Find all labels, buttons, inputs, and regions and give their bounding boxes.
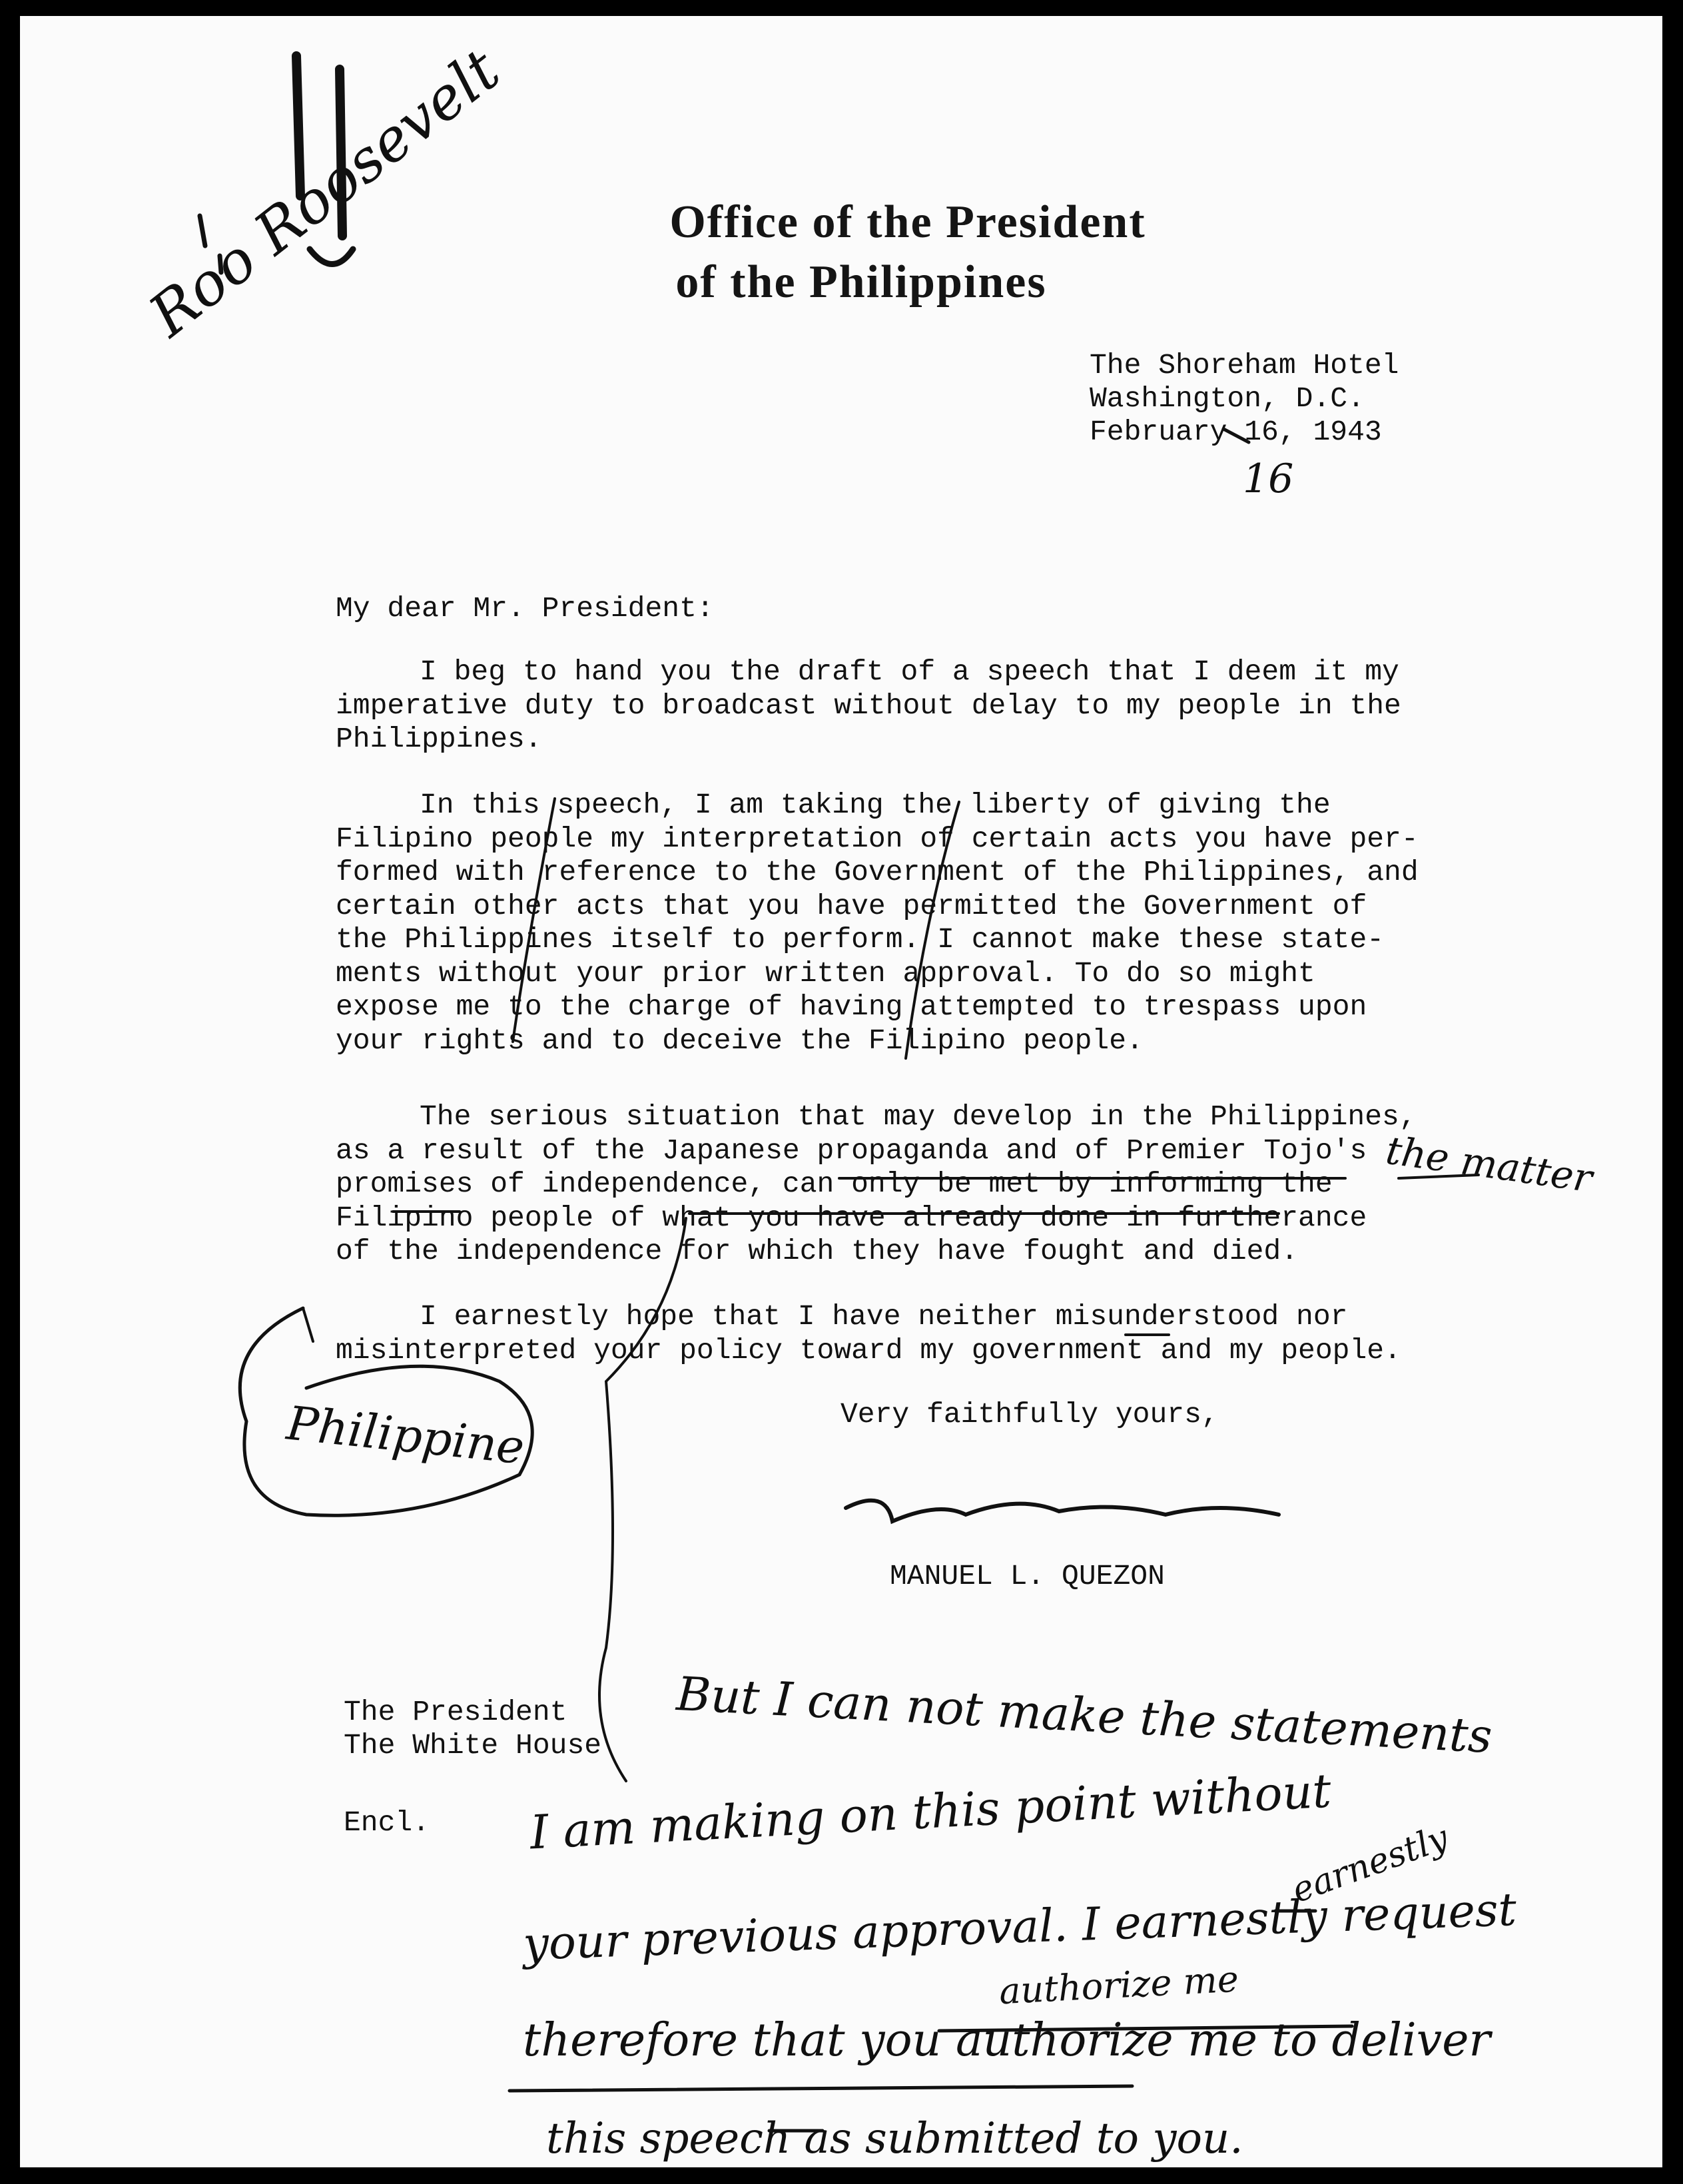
postscript-line: therefore that you authorize me to deliver xyxy=(523,2014,1491,2067)
paragraph-line: as a result of the Japanese propaganda and of Premier Tojo's xyxy=(336,1134,1367,1167)
letter-page xyxy=(20,16,1662,2167)
paragraph-line: certain other acts that you have permitted the Government of xyxy=(336,889,1367,922)
recipient-line-2: The White House xyxy=(344,1729,602,1762)
salutation: My dear Mr. President: xyxy=(336,592,714,625)
closing: Very faithfully yours, xyxy=(841,1398,1219,1431)
postscript-line: I am making on this point without xyxy=(528,1763,1333,1860)
paragraph-line: I beg to hand you the draft of a speech that I deem it my xyxy=(420,655,1399,688)
paragraph-line: Filipino people of what you have already done in furtherance xyxy=(336,1201,1367,1234)
address-hotel: The Shoreham Hotel xyxy=(1090,349,1399,382)
insert-authorize: authorize me xyxy=(998,1958,1240,2013)
margin-note: Roo Roosevelt xyxy=(137,35,512,350)
letterhead-line-2: of the Philippines xyxy=(675,256,1047,308)
pen-marks xyxy=(20,16,1662,2167)
paragraph-line: The serious situation that may develop in the Philippines, xyxy=(420,1100,1417,1133)
paragraph-line: Filipino people my interpretation of certain acts you have per- xyxy=(336,822,1419,855)
insert-note: the matter xyxy=(1383,1127,1595,1202)
paragraph-line: of the independence for which they have fought and died. xyxy=(336,1235,1299,1268)
paragraph-line: promises of independence, can only be met by informing the xyxy=(336,1168,1333,1200)
paragraph-line: misinterpreted your policy toward my government and my people. xyxy=(336,1333,1401,1367)
paragraph-line: imperative duty to broadcast without delay to my people in the xyxy=(336,689,1401,722)
paragraph-line: Philippines. xyxy=(336,723,542,755)
signature-name: MANUEL L. QUEZON xyxy=(890,1560,1165,1593)
paragraph-line: the Philippines itself to perform. I cannot make these state- xyxy=(336,923,1385,956)
postscript-line: your previous approval. I earnestly request xyxy=(522,1883,1518,1972)
paragraph-line: I earnestly hope that I have neither misunderstood nor xyxy=(420,1300,1348,1333)
postscript-line: this speech as submitted to you. xyxy=(546,2114,1243,2163)
insert-earnestly: earnestly xyxy=(1287,1817,1454,1912)
postscript-line: But I can not make the statements xyxy=(675,1666,1494,1764)
circled-word: Philippine xyxy=(284,1395,527,1475)
enclosure: Encl. xyxy=(344,1806,430,1839)
paragraph-line: formed with reference to the Government of the Philippines, and xyxy=(336,856,1419,889)
recipient-line-1: The President xyxy=(344,1696,567,1728)
paragraph-line: ments without your prior written approval. To do so might xyxy=(336,956,1315,990)
date-correction: 16 xyxy=(1243,456,1294,502)
address-city: Washington, D.C. xyxy=(1090,382,1365,415)
letterhead-line-1: Office of the President xyxy=(669,196,1146,248)
paragraph-line: expose me to the charge of having attempted to trespass upon xyxy=(336,990,1367,1023)
address-date: February 16, 1943 xyxy=(1090,416,1382,448)
paragraph-line: your rights and to deceive the Filipino people. xyxy=(336,1024,1144,1057)
paragraph-line: In this speech, I am taking the liberty of giving the xyxy=(420,789,1331,821)
